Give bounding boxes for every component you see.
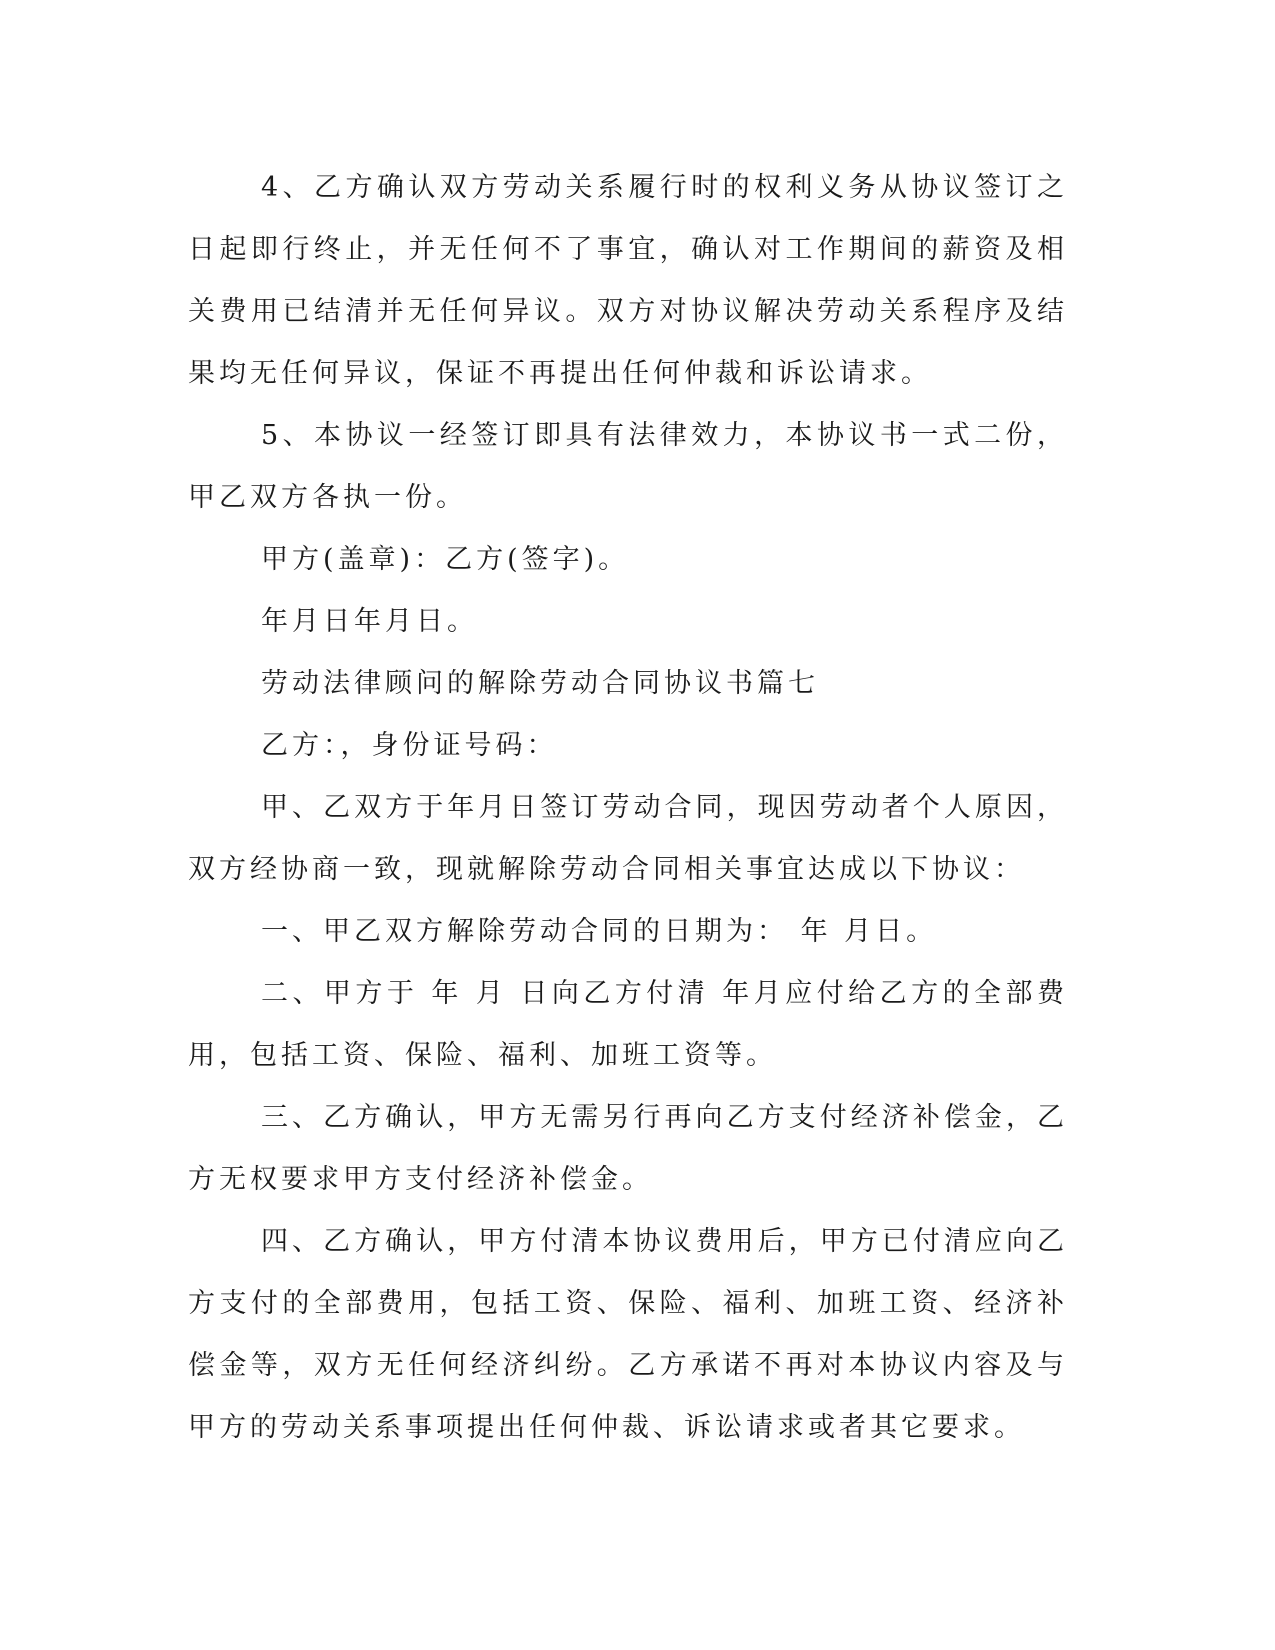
- document-body: [188, 157, 1068, 1459]
- paragraph-item-1: 一、甲乙双方解除劳动合同的日期为： 年 月日。: [261, 916, 938, 947]
- date-line: 年月日年月日。: [261, 606, 478, 637]
- paragraph-item-3: 三、乙方确认，甲方无需另行再向乙方支付经济补偿金，乙方无权要求甲方支付经济补偿金。: [188, 1102, 1068, 1195]
- party-b-line: 乙方：，身份证号码：: [261, 730, 558, 761]
- section-title: 劳动法律顾问的解除劳动合同协议书篇七: [261, 668, 819, 699]
- paragraph-item-2: 二、甲方于 年 月 日向乙方付清 年月应付给乙方的全部费用，包括工资、保险、福利、加班工资等。: [188, 978, 1068, 1071]
- signature-line: 甲方(盖章)：乙方(签字)。: [261, 544, 630, 575]
- paragraph-clause-4: 4、乙方确认双方劳动关系履行时的权利义务从协议签订之日起即行终止，并无任何不了事宜，确认对工作期间的薪资及相关费用已结清并无任何异议。双方对协议解决劳动关系程序及结果均无任何异议，保证不再提出任何仲裁和诉讼请求。: [188, 172, 1068, 389]
- paragraph-intro: 甲、乙双方于年月日签订劳动合同，现因劳动者个人原因，双方经协商一致，现就解除劳动合同相关事宜达成以下协议：: [188, 792, 1068, 885]
- paragraph-clause-5: 5、本协议一经签订即具有法律效力，本协议书一式二份，甲乙双方各执一份。: [188, 420, 1068, 513]
- paragraph-item-4: 四、乙方确认，甲方付清本协议费用后，甲方已付清应向乙方支付的全部费用，包括工资、保险、福利、加班工资、经济补偿金等，双方无任何经济纠纷。乙方承诺不再对本协议内容及与甲方的劳动关系事项提出任何仲裁、诉讼请求或者其它要求。: [188, 1226, 1068, 1443]
